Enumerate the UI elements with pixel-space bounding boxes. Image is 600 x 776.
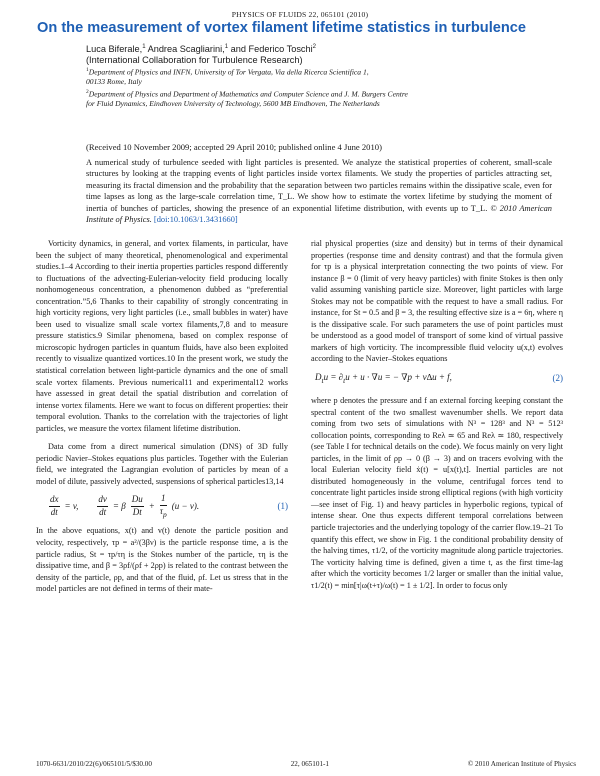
affiliation-2: $^2$Department of Physics and Department of Mathematics and Computer Science and J. M. Burgers Centre for Fluid Dynamics, Eindhoven University of Technology, 5600 MB Eindhoven, The Netherlands xyxy=(86,89,408,109)
left-paragraph-2: Data come from a direct numerical simulation (DNS) of 3D fully periodic Navier–Stokes equations plus particles. Together with the Eulerian field, we integrated the Lagrangian evolution of particles by mean of a model of dilute, passively advected, suspensions of spherical particles13,14 xyxy=(36,442,288,486)
footer-right: © 2010 American Institute of Physics xyxy=(467,760,576,768)
author-names xyxy=(86,42,566,55)
author-1-sup: 1 xyxy=(142,44,146,50)
author-1: Luca Biferale, xyxy=(86,44,143,55)
equation-2: $D_tu = \partial_tu + u \cdot \nabla u$ = − ∇p + ν∆u + f, (2) xyxy=(315,371,563,385)
right-paragraph-1: rial physical properties (size and density) but in terms of their dynamical properties (response time and density contrast) and that the formula given for τp is a physical interpretation connecting the two points of view. For instance β = 0 (limit of very heavy particles) with finite Stokes is then only valid assuming vanishing particle size. Moreover, light particles with large Stokes may not be compatible with the request to have a small radius. For instance, for St = 0.5 and β = 3, the resulting effective size is a = 6η, where η is the dissipative scale. For such parameters the use of point particles must be understood as a good model of transport of some kind of virtual passive markers of high vorticity. The incompressible fluid velocity u(x,t) evolves according to the Navier–Stokes equations xyxy=(311,239,563,364)
author-2-sup: 1 xyxy=(224,44,229,50)
affiliation-1: $^1$Department of Physics and INFN, University of Tor Vergata, Via della Ricerca Scientifica 1, 00133 Rome, Italy xyxy=(86,67,369,87)
left-paragraph-1: Vorticity dynamics, in general, and vortex filaments, in particular, have been the subject of many theoretical, phenomenological and experimental studies.1–4 According to their inertia properties particles respond differently to fluctuations of the advecting-Eulerian-velocity field producing locally nonhomogeneous concentration, a phenomenon dubbed as “preferential concentration.”5,6 Thanks to their capability of strongly concentrating in high vorticity regions, very light particles (i.e., small bubbles in water) have been used to visualize small scale vortex filaments,7,8 and to measure pressure statistics.9 Similar phenomena, based on complex response of microscopic hydrogen particles in quantum fluids, have also been exploited recently to visualize quantized vortices.10 In the present work, we study the statistical correlation between light-particle dynamics and the one of small scale vortex filaments. Previous numerical11 and experimental12 works have assessed in great detail the spatial distribution and correlation of intense vortex filaments. Here we want to focus on different properties: their temporal evolution. Thanks to the correlation with the trajectories of light particles, we measure the vortex filament lifetime distribution. xyxy=(36,239,288,433)
running-header: PHYSICS OF FLUIDS 22, 065101 (2010) xyxy=(231,10,369,19)
abstract-copyright: © 2010 American Institute of Physics. xyxy=(86,203,552,225)
paper-title: On the measurement of vortex filament lifetime statistics in turbulence xyxy=(37,20,527,36)
doi-link[interactable]: [doi:10.1063/1.3431660] xyxy=(153,215,238,225)
abstract-text: A numerical study of turbulence seeded with light particles is presented. We analyze the statistical properties of coherent, small-scale structures by looking at the trapping events of light particles inside vortex filaments. We study the properties of particles attracting set, measuring its fractal dimension and the probability that the separation between two particles remains within the dissipative scale, even for time lapses as long as the large-scale correlation time, T_L. We show how to estimate the vortex lifetime by studying the moment of inertia of bunches of particles, showing the presence of an exponential lifetime distribution, with events up to T_L. xyxy=(86,158,552,213)
equation-2-number: (2) xyxy=(552,373,563,384)
equation-1-number: (1) xyxy=(277,500,288,511)
right-paragraph-2: where p denotes the pressure and f an external forcing keeping constant the spectral content of the two smallest wavenumber shells. We report data coming from two sets of simulations with N³ = 128³ and N³ = 512³ collocation points, corresponding to Reλ ≃ 65 and Reλ ≃ 180, respectively (see Table I for technical details on the code). We focus mainly on very light particles, in the limit of ρp → 0 (β → 3) and on tracers evolving with the local Eulerian velocity field ẋ(t) = u[x(t),t]. Inertial particles are not distributed homogeneously in the volume, centrifugal forces tend to concentrate light particles inside strong elliptical regions (with high vorticity—see inset of Fig. 1) and heavy particles in hyperbolic regions, typical of intense shear. One thus expects different temporal correlations between particle trajectories and the underlying topology of the carrier flow.19–21 To quantify this effect, we show in Fig. 1 the conditional probability density of the halving times, τ1/2, of the vorticity magnitude along particle trajectories. The vorticity halving time is defined, given a time t, as the first time-lag after which the vorticity becomes 1/2 larger or smaller than the initial value, τ1/2(t) = min[τ|ω(t+τ)/ω(t) = 1 ± 1/2]. In order to focus only xyxy=(311,396,563,590)
left-paragraph-3: In the above equations, x(t) and v(t) denote the particle position and velocity, respectively, τp = a²/(3βν) is the particle response time, a is the particle radius, St = τp/τη is the Stokes number of the particle, τη is the dissipative time, and β = 3ρf/(ρf + 2ρp) is related to the contrast between the density of the particle, ρp, and that of the fluid, ρf. Let us stress that in the model particles are not defined in terms of their mate- xyxy=(36,526,288,594)
right-column xyxy=(311,238,563,591)
author-3-sup: 2 xyxy=(312,44,317,50)
author-list xyxy=(86,42,566,66)
abstract xyxy=(86,157,552,225)
footer-left: 1070-6631/2010/22(6)/065101/5/$30.00 xyxy=(36,760,152,768)
publication-dates: (Received 10 November 2009; accepted 29 April 2010; published online 4 June 2010) xyxy=(86,142,382,152)
collaboration: (International Collaboration for Turbulence Research) xyxy=(86,55,303,66)
footer-center: 22, 065101-1 xyxy=(290,760,330,768)
equation-1: $\frac{dx}{dt}$ = v, $\frac{dv}{dt}$ = β $\frac{Du}{Dt}$ + $\frac{1}{\tau_p}$ (u − v). (1) xyxy=(50,493,288,519)
author-3: and Federico Toschi xyxy=(230,44,313,55)
author-2: Andrea Scagliarini, xyxy=(147,44,225,55)
left-column xyxy=(36,238,288,595)
page-footer xyxy=(36,760,576,768)
